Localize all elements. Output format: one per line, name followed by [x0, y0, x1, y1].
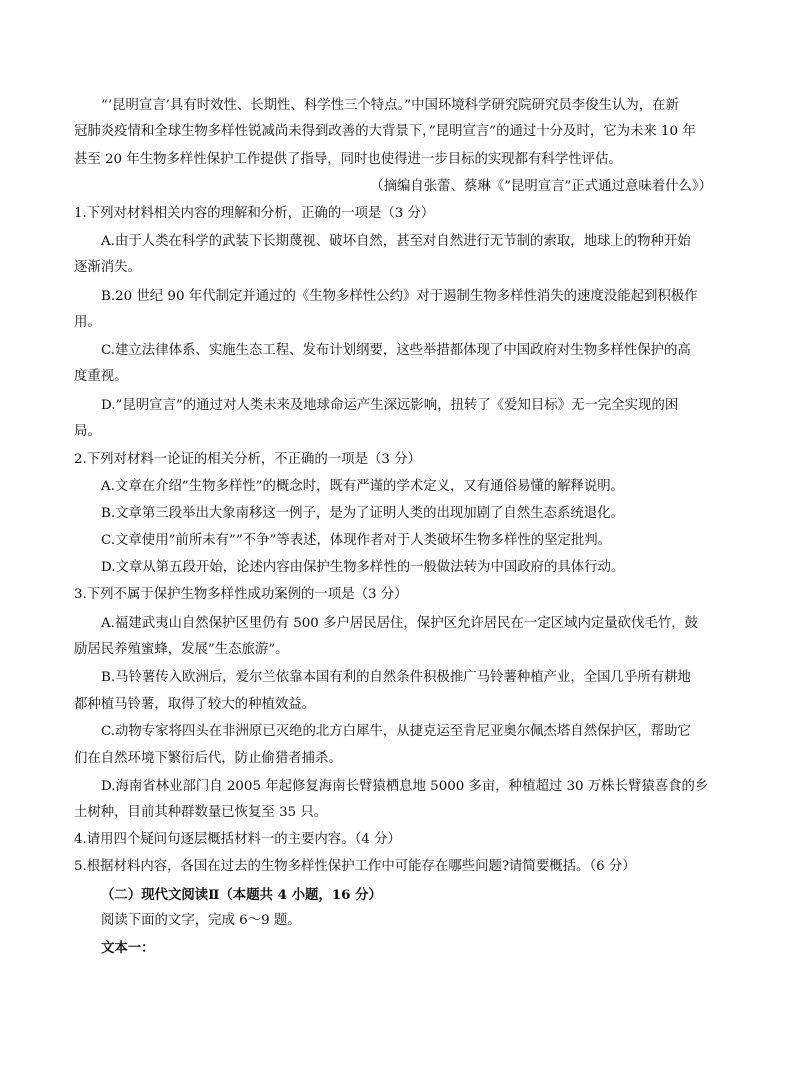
intro-line-3: 甚至 20 年生物多样性保护工作提供了指导，同时也使得进一步目标的实现都有科学性评估。 — [74, 152, 622, 167]
question-1-option-c-cont: 度重视。 — [74, 369, 128, 384]
question-3-option-d: D.海南省林业部门自 2005 年起修复海南长臂猿栖息地 5000 多亩，种植超过 30 万株长臂猿喜食的乡 — [101, 779, 709, 794]
question-3-option-b-cont: 都种植马铃薯，取得了较大的种植效益。 — [74, 697, 316, 712]
question-1-option-d-cont: 局。 — [74, 424, 101, 439]
question-1-option-c: C.建立法律体系、实施生态工程、发布计划纲要，这些举措都体现了中国政府对生物多样性保护的高 — [101, 343, 691, 358]
question-3-option-a: A.福建武夷山自然保护区里仍有 500 多户居民居住，保护区允许居民在一定区域内定量砍伐毛竹，鼓 — [101, 616, 699, 631]
source-citation: （摘编自张蕾、蔡琳《”昆明宣言”正式通过意味着什么》） — [370, 179, 712, 194]
question-3-stem: 3.下列不属于保护生物多样性成功案例的一项是（3 分） — [74, 587, 408, 602]
question-3-option-c: C.动物专家将四头在非洲原已灭绝的北方白犀牛，从捷克运至肯尼亚奥尔佩杰塔自然保护区，帮助它 — [101, 724, 691, 739]
question-2-option-b: B.文章第三段举出大象南移这一例子，是为了证明人类的出现加剧了自然生态系统退化。 — [101, 506, 624, 521]
question-3-option-c-cont: 们在自然环境下繁衍后代，防止偷猎者捕杀。 — [74, 751, 342, 766]
section-2-instruction: 阅读下面的文字，完成 6～9 题。 — [101, 913, 301, 928]
question-2-stem: 2.下列对材料一论证的相关分析，不正确的一项是（3 分） — [74, 452, 421, 467]
question-1-option-a: A.由于人类在科学的武装下长期蔑视、破坏自然，甚至对自然进行无节制的索取，地球上的物种开始 — [101, 234, 691, 249]
question-2-option-a: A.文章在介绍”生物多样性”的概念时，既有严谨的学术定义，又有通俗易懂的解释说明。 — [101, 479, 625, 494]
section-2-title: （二）现代文阅读Ⅱ（本题共 4 小题，16 分） — [101, 887, 382, 903]
question-1-option-a-cont: 逐渐消失。 — [74, 260, 141, 275]
text-1-label: 文本一： — [101, 940, 155, 956]
question-1-option-d: D.”昆明宣言”的通过对人类未来及地球命运产生深远影响，扭转了《爱知目标》无一完全实现的困 — [101, 398, 679, 413]
intro-line-1: “’昆明宣言’具有时效性、长期性、科学性三个特点。”中国环境科学研究院研究员李俊生认为，在新 — [101, 98, 679, 113]
question-3-option-b: B.马铃薯传入欧洲后，爱尔兰依靠本国有利的自然条件积极推广马铃薯种植产业，全国几乎所有耕地 — [101, 670, 691, 685]
intro-line-2: 冠肺炎疫情和全球生物多样性锐减尚未得到改善的大背景下，”昆明宣言”的通过十分及时，它为未来 10 年 — [74, 124, 696, 139]
question-3-option-d-cont: 土树种，目前其种群数量已恢复至 35 只。 — [74, 805, 328, 820]
question-1-option-b-cont: 用。 — [74, 315, 101, 330]
question-4: 4.请用四个疑问句逐层概括材料一的主要内容。（4 分） — [74, 832, 401, 847]
question-2-option-d: D.文章从第五段开始，论述内容由保护生物多样性的一般做法转为中国政府的具体行动。 — [101, 560, 625, 575]
question-3-option-a-cont: 励居民养殖蜜蜂，发展”生态旅游”。 — [74, 642, 289, 657]
question-5: 5.根据材料内容，各国在过去的生物多样性保护工作中可能存在哪些问题?请简要概括。（6 分） — [74, 859, 636, 874]
question-2-option-c: C.文章使用”前所未有””不争”等表述，体现作者对于人类破坏生物多样性的坚定批判。 — [101, 533, 612, 548]
question-1-stem: 1.下列对材料相关内容的理解和分析，正确的一项是（3 分） — [74, 206, 435, 221]
question-1-option-b: B.20 世纪 90 年代制定并通过的《生物多样性公约》对于遏制生物多样性消失的速度没能起到积极作 — [101, 289, 698, 304]
